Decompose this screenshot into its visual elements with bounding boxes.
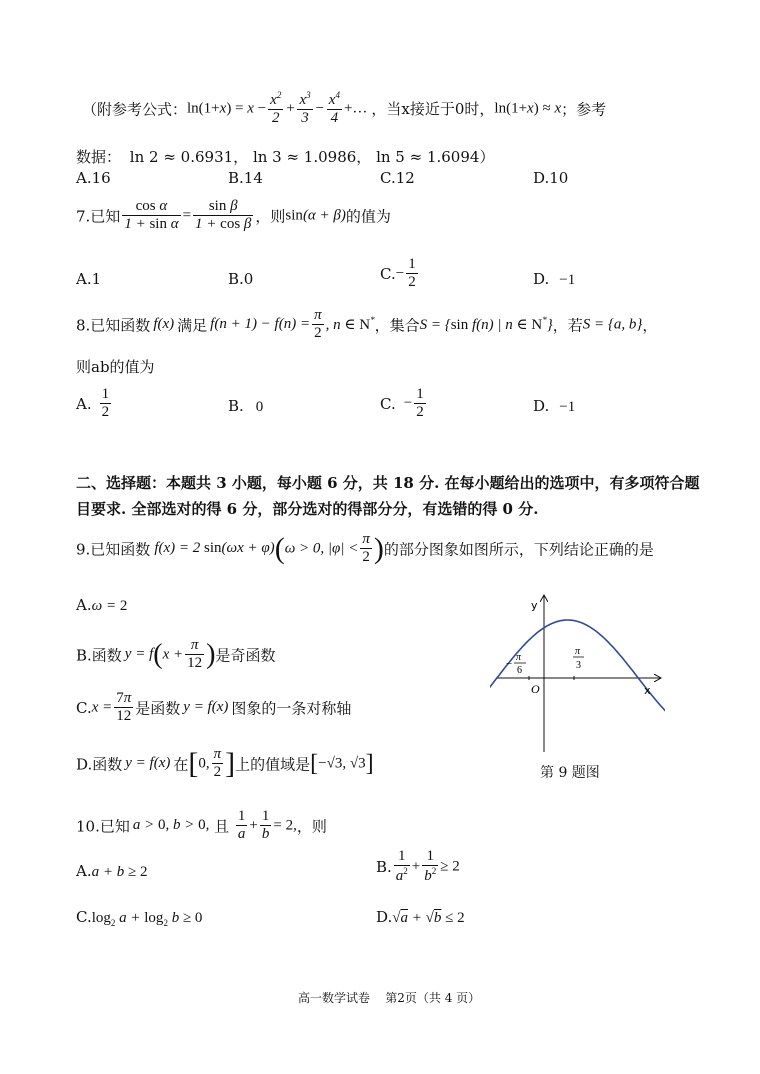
q9-option-c-suffix: 是函数	[135, 699, 181, 718]
q8-line2: 则ab的值为	[76, 358, 155, 376]
q9-option-c-prefix: C.	[76, 698, 92, 717]
q10-suffix: ，则	[296, 817, 327, 836]
q6-data-line: 数据： ln 2 ≈ 0.6931， ln 3 ≈ 1.0986， ln 5 ≈ 1.6094）	[76, 148, 495, 166]
q9-figure-origin-label: O	[531, 682, 540, 696]
q7-option-c-label: C.	[380, 264, 396, 283]
q10-option-b-frac2: $\frac{1}{b^2}$	[424, 848, 437, 885]
q8-mid2: ，集合	[374, 316, 420, 335]
q9-frac-pi-2: $\frac{\pi}{2}$	[362, 531, 370, 566]
q8-mid3: ，若	[552, 316, 583, 335]
q10-option-b-frac1: $\frac{1}{a^2}$	[395, 848, 408, 885]
q8-option-c-frac: $\frac{1}{2}$	[416, 386, 424, 421]
q9-figure-x-label: x	[644, 684, 651, 697]
q8-option-a-label: A.	[76, 394, 92, 413]
q7-option-a: A.1	[76, 270, 102, 288]
page-footer: 高一数学试卷 第2页（共 4 页）	[298, 991, 481, 1005]
q9-stem: 9.已知函数 f(x) = 2 sin(ωx + φ)(ω > 0, |φ| < $\frac{\pi}{2}$ )的部分图象如图所示，下列结论正确的是	[76, 531, 654, 566]
q6-formula-end: ；参考	[561, 100, 607, 119]
q6-ln-expansion: ln(1+x) = x −	[187, 100, 267, 117]
q9-figure-y-label: y	[531, 599, 538, 612]
q9-figure	[490, 590, 665, 760]
section2-line2: 目要求. 全部选对的得 6 分，部分选对的得部分分，有选错的得 0 分.	[76, 500, 539, 518]
q9-option-d-frac: $\frac{\pi}{2}$	[213, 746, 222, 781]
q10-option-c: $C.\log_2$ $a + \log_2 b \ge 0$	[76, 908, 203, 928]
q6-option-d: D.10	[533, 169, 569, 187]
q10-option-d: D.√a + √b ≤ 2	[376, 908, 465, 926]
q8-option-b: B. 0	[228, 397, 264, 415]
q8-option-c-label: C.	[380, 394, 396, 413]
q6-data-ln5: ln 5 ≈ 1.6094	[376, 148, 480, 166]
q10-option-d-label: D.	[376, 908, 393, 926]
q6-frac-x2-2: $\frac{x^2}{2}$	[270, 90, 282, 127]
q6-formula-suffix: ，当x接近于0时，	[371, 100, 495, 119]
q8-option-b-label: B.	[228, 397, 244, 415]
q9-option-d: D.函数 y = f(x) 在[0, $\frac{\pi}{2}$ ]上的值域是[−√3, √3]	[76, 746, 374, 781]
q6-frac-x4-4: $\frac{x^4}{4}$	[328, 90, 340, 127]
q8-prefix: 8.已知函数	[76, 316, 151, 335]
q9-figure-pos-three: 3	[576, 660, 581, 671]
q7-suffix2: 的值为	[345, 207, 391, 226]
q6-formula-prefix: （附参考公式：	[82, 100, 188, 119]
q9-figure-pos-pi: π	[575, 646, 581, 657]
q9-option-a-label: A.	[76, 596, 92, 614]
q7-option-b: B.0	[228, 270, 254, 288]
q9-option-c: C.x = $\frac{7\pi}{12}$ 是函数 y = f(x) 图象的一条对称轴	[76, 690, 352, 725]
q7-prefix: 7.已知	[76, 207, 121, 226]
q10-option-b: B. $\frac{1}{a^2}$ + $\frac{1}{b^2}$ ≥ 2	[376, 848, 460, 885]
q7-suffix: ，则	[255, 207, 286, 226]
q10-option-a-label: A.	[76, 862, 92, 880]
q6-data-ln2: ln 2 ≈ 0.6931	[129, 148, 234, 166]
q8-option-d-label: D.	[533, 397, 550, 415]
q9-figure-caption: 第 9 题图	[540, 765, 600, 781]
q8-mid1: 满足	[177, 316, 208, 335]
q6-option-c: C.12	[380, 169, 415, 187]
q7-option-c: C.− $\frac{1}{2}$	[380, 256, 416, 291]
q8-frac-pi-2: $\frac{\pi}{2}$	[314, 307, 322, 342]
q6-data-prefix: 数据：	[76, 148, 122, 166]
q9-option-d-mid: 在	[173, 755, 189, 774]
q7-option-c-frac: $\frac{1}{2}$	[408, 256, 416, 291]
q10-option-a: A.a + b ≥ 2	[76, 862, 148, 880]
q10-prefix: 10.已知	[76, 817, 130, 836]
q8-option-a	[76, 386, 113, 422]
q6-formula-line: （附参考公式：ln(1+x) = x − $\frac{x^2}{2}$ + $\frac{x^3}{3}$ − $\frac{x^4}{4}$ +… ，当x接近于0时，ln(1+x) ≈ x；参考	[82, 90, 607, 127]
q10-option-c-label: C.	[76, 908, 92, 926]
q6-option-b: B.14	[228, 169, 263, 187]
q9-figure-neg-pi: π	[516, 652, 522, 663]
q9-option-a: A.ω = 2	[76, 596, 128, 614]
section2-line1: 二、选择题：本题共 3 小题，每小题 6 分，共 18 分. 在每小题给出的选项中，有多项符合题	[76, 474, 700, 492]
q10-option-b-label: B.	[376, 857, 392, 876]
q8-stem: 8.已知函数 f(x) 满足 f(n + 1) − f(n) = $\frac{\pi}{2}$ , n ∈ N*，集合S = {sin f(n) | n ∈ N*}，若S = {a, b}，	[76, 307, 658, 342]
q6-data-ln3: ln 3 ≈ 1.0986	[252, 148, 357, 166]
q7-option-d-label: D.	[533, 270, 550, 288]
q10-frac-1b: $\frac{1}{b}$	[261, 808, 270, 843]
q9-option-b-suffix: 是奇函数	[215, 646, 276, 665]
q9-option-d-mid2: 上的值域是	[235, 755, 311, 774]
q6-data-end: ）	[479, 148, 495, 166]
q8-option-a-frac: $\frac{1}{2}$	[101, 386, 110, 421]
q6-ln-approx: ln(1+x) ≈ x	[494, 100, 562, 117]
q10-stem: 10.已知 a > 0, b > 0, 且 $\frac{1}{a}$ + $\frac{1}{b}$ = 2,，则	[76, 808, 327, 843]
q6-option-a: A.16	[76, 169, 111, 187]
q7-frac-left: $\frac{\text{cos α}}{\text{1 + sin α}}$	[124, 198, 179, 233]
q9-figure-neg-six: 6	[517, 665, 522, 676]
q8-option-c: C. − $\frac{1}{2}$	[380, 386, 424, 421]
q6-frac-x3-3: $\frac{x^3}{3}$	[299, 90, 311, 127]
q9-option-d-prefix: D.函数	[76, 755, 123, 774]
q7-target: sin(α + β)	[285, 207, 346, 224]
q9-prefix: 9.已知函数	[76, 540, 151, 559]
q9-option-b: B.函数 y = f(x + $\frac{\pi}{12}$ )是奇函数	[76, 637, 276, 672]
q7-option-d: D. −1	[533, 270, 576, 288]
q9-suffix: 的部分图象如图所示，下列结论正确的是	[383, 540, 654, 559]
q10-frac-1a: $\frac{1}{a}$	[237, 808, 246, 843]
q9-option-b-prefix: B.函数	[76, 646, 122, 665]
q9-option-c-suffix2: 图象的一条对称轴	[231, 699, 352, 718]
q9-option-b-frac: $\frac{\pi}{12}$	[187, 637, 203, 672]
q7-stem: 7.已知 $\frac{\text{cos α}}{\text{1 + sin α}}$ = $\frac{\text{sin β}}{\text{1 + cos β}}$ ，则sin(α + β)的值为	[76, 198, 391, 233]
q9-option-c-frac: $\frac{7\pi}{12}$	[116, 690, 132, 725]
q8-option-d: D. −1	[533, 397, 576, 415]
q9-figure-neg-sign: −	[506, 658, 513, 670]
q7-frac-right: $\frac{\text{sin β}}{\text{1 + cos β}}$	[195, 198, 252, 233]
